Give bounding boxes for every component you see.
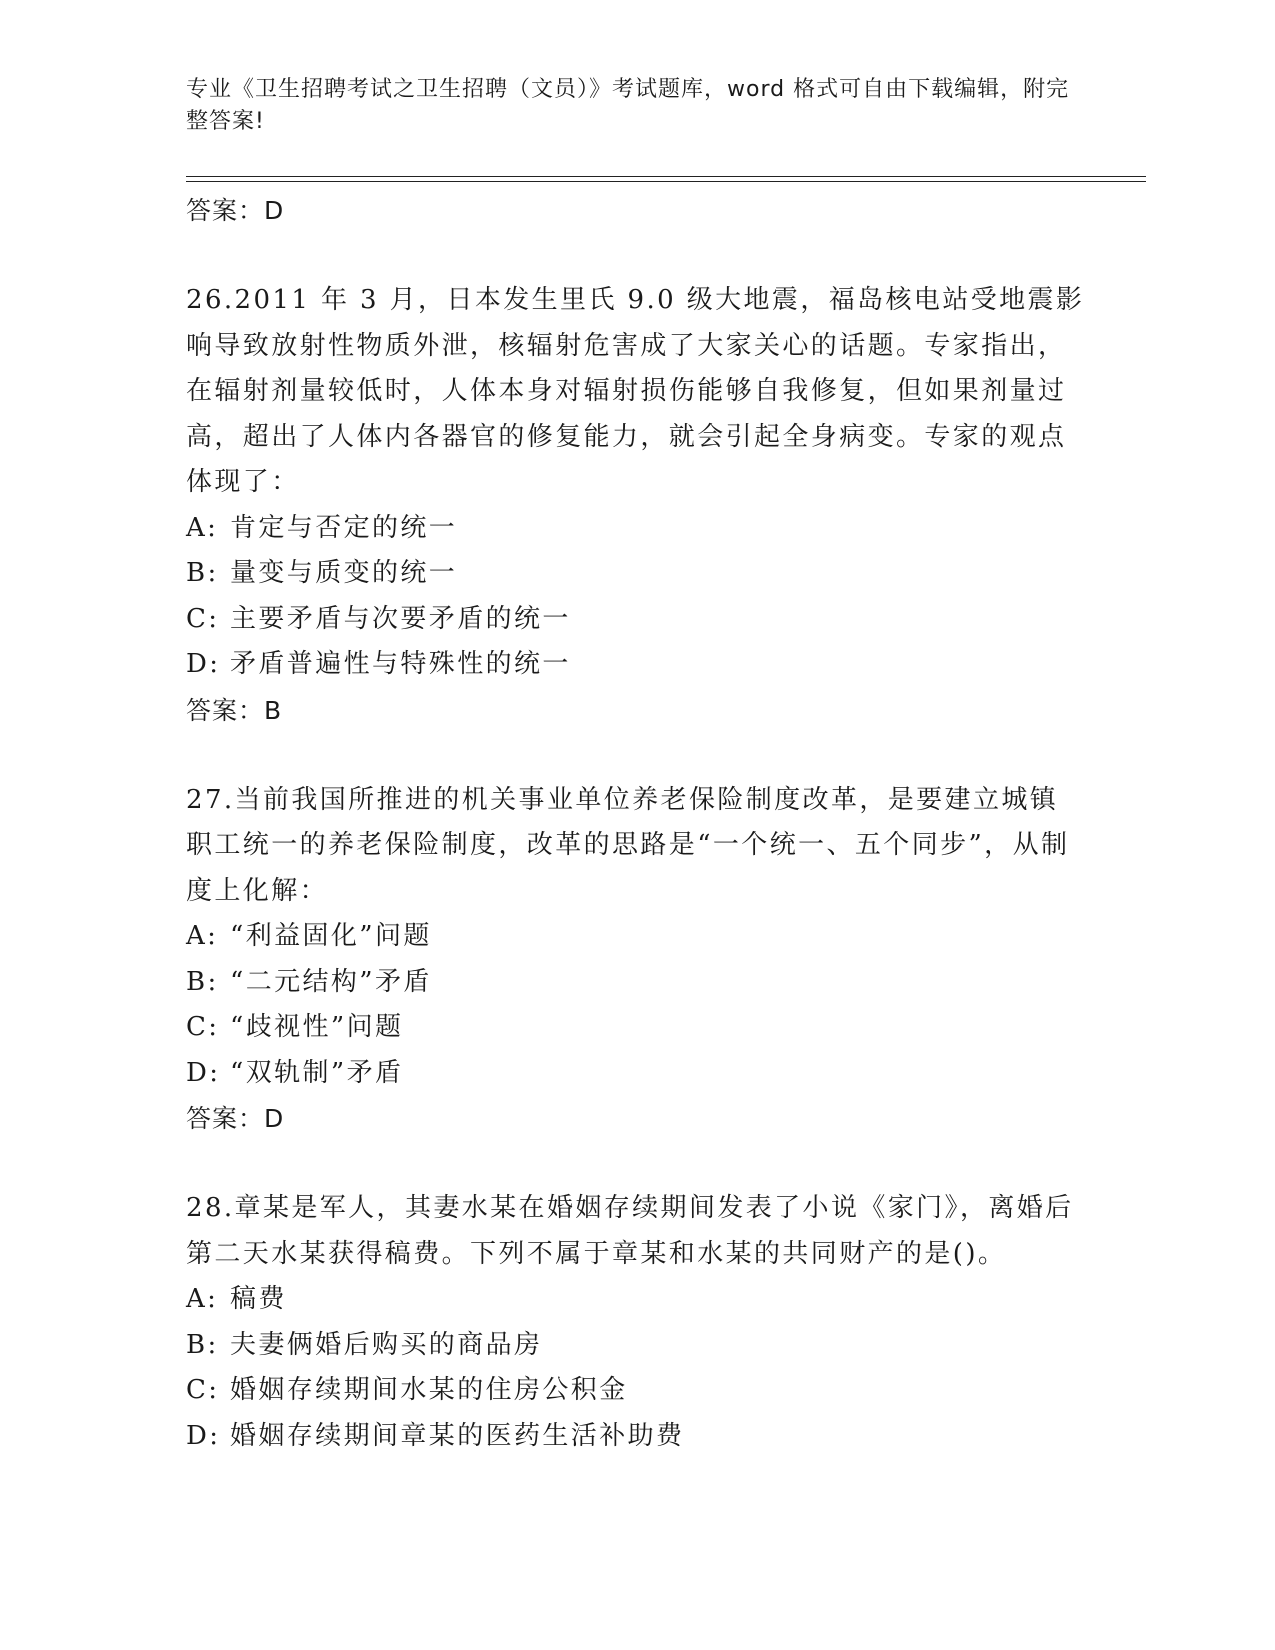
option-text: 肯定与否定的统一 [230, 512, 458, 543]
question-28 [186, 1186, 1086, 1459]
option-b [186, 551, 1086, 597]
option-key: A: [186, 512, 219, 543]
question-26 [186, 278, 1086, 734]
answer-27: 答案：D [186, 1104, 285, 1133]
question-stem: 27.当前我国所推进的机关事业单位养老保险制度改革，是要建立城镇职工统一的养老保险制度，改革的思路是“一个统一、五个同步”，从制度上化解： [186, 784, 1070, 906]
header-divider [186, 176, 1146, 182]
answer-25: 答案：D [186, 196, 285, 225]
option-key: A: [186, 1284, 219, 1314]
option-text: 矛盾普遍性与特殊性的统一 [230, 649, 571, 679]
option-text: 婚姻存续期间水某的住房公积金 [230, 1375, 628, 1405]
option-c [186, 1368, 1086, 1414]
option-text: 稿费 [230, 1284, 287, 1314]
option-key: C: [186, 1375, 220, 1405]
document-body [186, 188, 1086, 1459]
option-key: B: [186, 558, 219, 588]
option-key: A: [186, 921, 219, 951]
option-b [186, 1323, 1086, 1369]
option-d [186, 1414, 1086, 1460]
option-text: 量变与质变的统一 [230, 558, 458, 588]
question-27 [186, 778, 1086, 1143]
option-key: B: [186, 966, 219, 997]
option-text: “歧视性”问题 [230, 1012, 404, 1042]
option-c [186, 1005, 1086, 1051]
option-d [186, 642, 1086, 688]
option-key: C: [186, 603, 220, 634]
option-text: “双轨制”矛盾 [230, 1057, 404, 1088]
option-key: D: [186, 1420, 221, 1451]
page-header: 专业《卫生招聘考试之卫生招聘（文员）》考试题库，word 格式可自由下载编辑，附完整答案! [186, 77, 1070, 134]
option-text: 主要矛盾与次要矛盾的统一 [230, 603, 571, 634]
option-text: “利益固化”问题 [230, 921, 432, 951]
question-stem: 28.章某是军人，其妻水某在婚姻存续期间发表了小说《家门》，离婚后第二天水某获得稿费。下列不属于章某和水某的共同财产的是()。 [186, 1193, 1074, 1269]
option-key: D: [186, 1057, 221, 1088]
option-a [186, 914, 1086, 960]
option-key: C: [186, 1012, 220, 1042]
option-c [186, 597, 1086, 643]
answer-26: 答案：B [186, 695, 283, 725]
option-a [186, 506, 1086, 552]
option-text: 婚姻存续期间章某的医药生活补助费 [230, 1420, 685, 1451]
option-b [186, 960, 1086, 1006]
option-text: 夫妻俩婚后购买的商品房 [230, 1329, 543, 1360]
question-stem: 26.2011 年 3 月，日本发生里氏 9.0 级大地震，福岛核电站受地震影响导致放射性物质外泄，核辐射危害成了大家关心的话题。专家指出，在辐射剂量较低时，人体本身对辐射损伤能够自我修复，但如果剂量过高，超出了人体内各器官的修复能力，就会引起全身病变。专家的观点体现了： [186, 285, 1085, 497]
option-a [186, 1277, 1086, 1323]
option-text: “二元结构”矛盾 [230, 966, 432, 997]
option-key: D: [186, 649, 221, 679]
option-d [186, 1051, 1086, 1097]
option-key: B: [186, 1329, 219, 1360]
